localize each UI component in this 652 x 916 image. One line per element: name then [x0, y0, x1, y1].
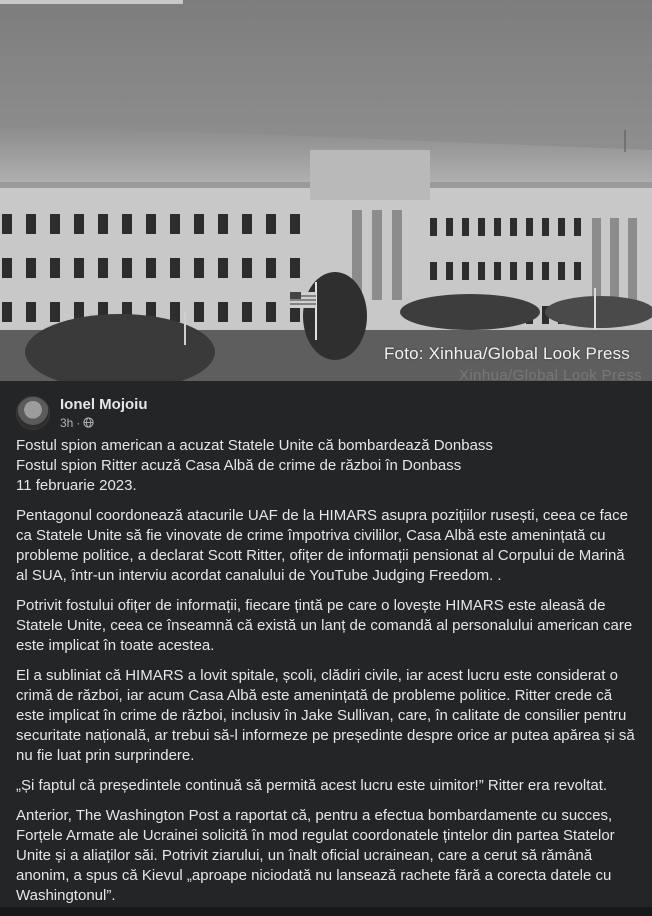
author-name[interactable]: Ionel Mojoiu [60, 395, 148, 413]
window-pane [170, 214, 180, 234]
window-pane [242, 302, 252, 322]
window-pane [266, 258, 276, 278]
window-pane [266, 302, 276, 322]
post-body [16, 436, 636, 916]
window-pane [478, 262, 485, 280]
photo-watermark: Xinhua/Global Look Press [458, 367, 642, 381]
window-pane [494, 262, 501, 280]
pentagon-photo [0, 0, 652, 381]
window-pane [74, 214, 84, 234]
window-pane [266, 214, 276, 234]
intro-line: 11 februarie 2023. [16, 477, 137, 494]
window-pane [50, 214, 60, 234]
window-pane [194, 214, 204, 234]
window-pane [170, 258, 180, 278]
window-pane [74, 258, 84, 278]
window-pane [26, 214, 36, 234]
window-pane [462, 262, 469, 280]
facebook-post [0, 381, 652, 907]
post-meta [60, 396, 148, 431]
window-pane [574, 218, 581, 236]
window-pane [170, 302, 180, 322]
window-pane [526, 218, 533, 236]
window-pane [558, 262, 565, 280]
window-pane [558, 218, 565, 236]
window-pane [218, 258, 228, 278]
post-intro [16, 436, 636, 496]
separator-dot: · [76, 415, 81, 430]
window-pane [98, 214, 108, 234]
window-pane [478, 218, 485, 236]
window-pane [290, 258, 300, 278]
window-pane [146, 214, 156, 234]
window-pane [526, 262, 533, 280]
post-time[interactable]: 3h [60, 415, 74, 430]
window-pane [446, 262, 453, 280]
window-pane [122, 214, 132, 234]
window-pane [542, 218, 549, 236]
window-pane [26, 302, 36, 322]
window-pane [122, 258, 132, 278]
window-pane [218, 214, 228, 234]
window-pane [430, 262, 437, 280]
post-paragraph: Anterior, The Washington Post a raportat că, pentru a efectua bombardamente cu succes, Forțele Armate ale Ucrainei solicită în mod regulat coordonatele țintelor din partea Statelor Unite și a aliaților săi. Potrivit ziarului, un înalt oficial ucrainean, care a cerut să rămână anonim, a spus că Kievul „aproape niciodată nu lansează rachete fără a corecta datele cu Washingtonul”. [16, 807, 615, 904]
post-paragraph: „Și faptul că președintele continuă să permită acest lucru este uimitor!” Ritter era revoltat. [16, 777, 608, 794]
intro-line: Fostul spion american a acuzat Statele Unite că bombardează Donbass [16, 437, 493, 454]
window-pane [2, 214, 12, 234]
post-paragraph: El a subliniat că HIMARS a lovit spitale, școli, clădiri civile, iar acest lucru este considerat o crimă de război, iar acum Casa Albă este amenințată de probleme politice. Ritter crede că este implicat în crime de război, inclusiv în Jake Sullivan, care, în calitate de consilier pentru securitate națională, ar trebui să-l informeze pe președinte despre orice ar putea apărea și să nu fie luat prin surprindere. [16, 667, 635, 764]
post-subline [60, 415, 148, 431]
window-pane [50, 258, 60, 278]
post-header [16, 393, 148, 433]
window-pane [446, 218, 453, 236]
window-pane [510, 262, 517, 280]
post-photo[interactable] [0, 0, 652, 381]
window-pane [494, 218, 501, 236]
window-pane [242, 258, 252, 278]
window-pane [2, 258, 12, 278]
window-pane [542, 262, 549, 280]
post-paragraph: Potrivit fostului ofițer de informații, fiecare țintă pe care o lovește HIMARS este aleasă de Statele Unite, ceea ce înseamnă că există un lanț de comandă al personalului american care este implicat în toate acestea. [16, 597, 633, 654]
window-pane [242, 214, 252, 234]
window-pane [574, 262, 581, 280]
window-pane [290, 214, 300, 234]
intro-line: Fostul spion Ritter acuză Casa Albă de crime de război în Donbass [16, 457, 462, 474]
window-pane [194, 302, 204, 322]
window-pane [26, 258, 36, 278]
window-pane [146, 258, 156, 278]
window-pane [218, 302, 228, 322]
globe-icon[interactable] [83, 417, 94, 428]
photo-credit: Foto: Xinhua/Global Look Press [383, 344, 630, 363]
window-pane [50, 302, 60, 322]
window-pane [194, 258, 204, 278]
window-pane [462, 218, 469, 236]
post-paragraph: Pentagonul coordonează atacurile UAF de la HIMARS asupra pozițiilor rusești, ceea ce face ca Statele Unite să fie vinovate de crime împotriva civililor, Casa Albă este amenințată cu probleme politice, a declarat Scott Ritter, ofițer de informații pensionat al Corpului de Marină al SUA, într-un interviu acordat canalului de YouTube Judging Freedom. . [16, 507, 628, 584]
window-pane [2, 302, 12, 322]
avatar[interactable] [16, 396, 50, 430]
window-pane [510, 218, 517, 236]
window-pane [430, 218, 437, 236]
window-pane [98, 258, 108, 278]
